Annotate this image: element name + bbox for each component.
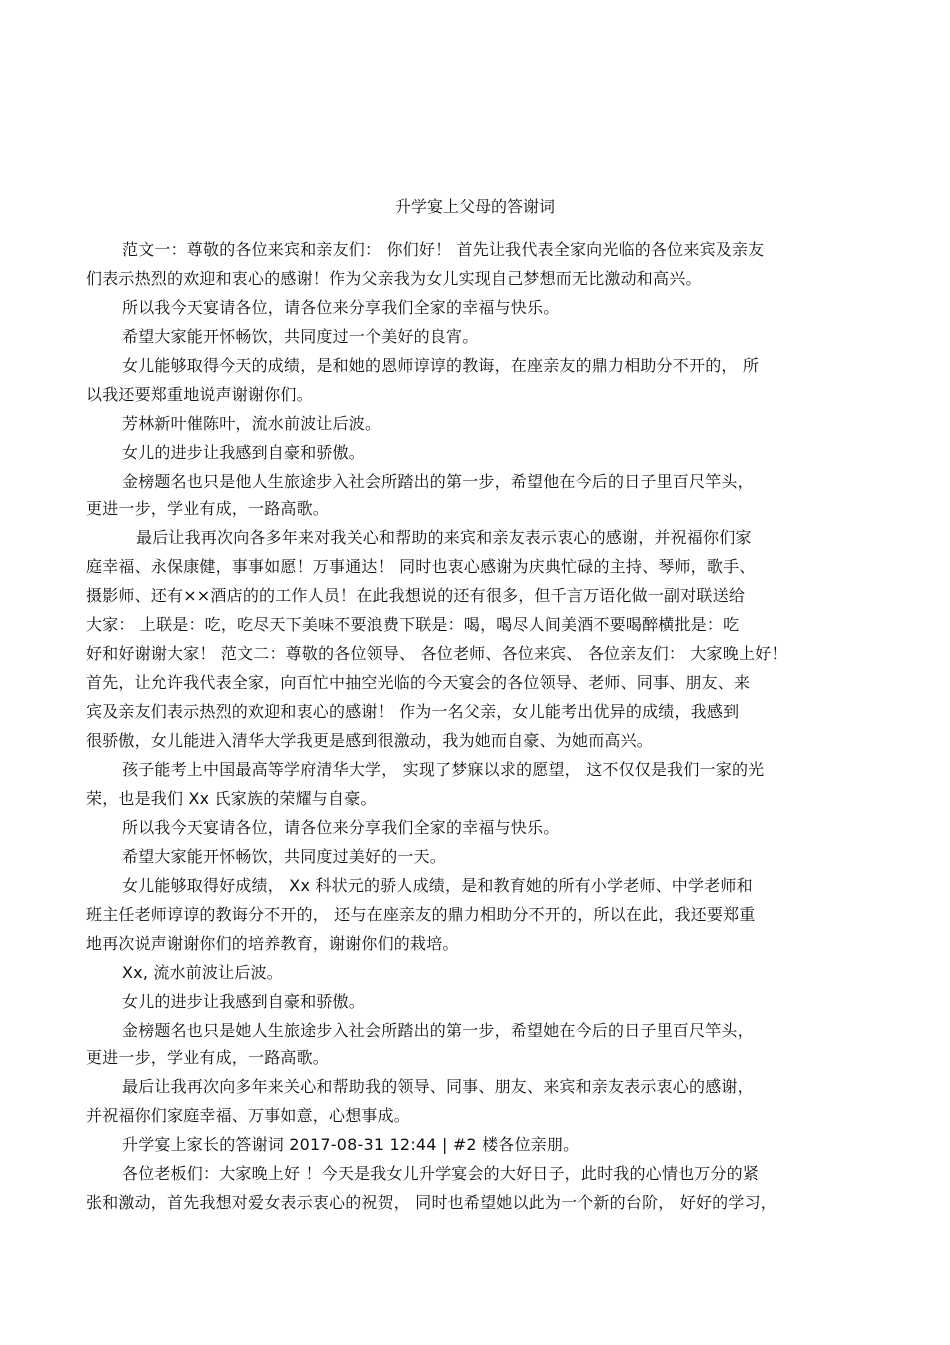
text-line: 很骄傲，女儿能进入清华大学我更是感到很激动，我为她而自豪、为她而高兴。 [86,731,654,750]
text-line: 所以我今天宴请各位，请各位来分享我们全家的幸福与快乐。 [122,298,560,317]
text-line: 希望大家能开怀畅饮，共同度过一个美好的良宵。 [122,327,479,346]
text-line: 金榜题名也只是他人生旅途步入社会所踏出的第一步，希望他在今后的日子里百尺竿头， [122,472,754,491]
text-line: 更进一步，学业有成，一路高歌。 [86,499,330,518]
text-line: 金榜题名也只是她人生旅途步入社会所踏出的第一步，希望她在今后的日子里百尺竿头， [122,1021,754,1040]
text-line: 女儿的进步让我感到自豪和骄傲。 [122,443,366,462]
document-title: 升学宴上父母的答谢词 [394,197,555,216]
text-line: 所以我今天宴请各位，请各位来分享我们全家的幸福与快乐。 [122,818,560,837]
text-line: 最后让我再次向多年来关心和帮助我的领导、同事、朋友、来宾和亲友表示衷心的感谢， [122,1077,754,1096]
text-line: 并祝福你们家庭幸福、万事如意，心想事成。 [86,1106,411,1125]
text-line: 女儿的进步让我感到自豪和骄傲。 [122,992,366,1011]
text-line: 以我还要郑重地说声谢谢你们。 [86,385,313,404]
text-line: 摄影师、还有××酒店的的工作人员！在此我想说的还有很多，但千言万语化做一副对联送给 [86,586,746,605]
text-line: 庭幸福、永保康健，事事如愿！万事通达！ 同时也衷心感谢为庆典忙碌的主持、琴师，歌手、 [86,557,756,576]
text-line: 升学宴上家长的答谢词 2017-08-31 12:44 | #2 楼各位亲朋。 [122,1135,580,1154]
text-line: 班主任老师谆谆的教诲分不开的， 还与在座亲友的鼎力相助分不开的，所以在此，我还要郑重 [86,905,756,924]
text-line: 范文一：尊敬的各位来宾和亲友们： 你们好！ 首先让我代表全家向光临的各位来宾及亲友 [122,240,765,259]
text-line: 孩子能考上中国最高等学府清华大学， 实现了梦寐以求的愿望， 这不仅仅是我们一家的光 [122,760,765,779]
text-line: 女儿能够取得今天的成绩，是和她的恩师谆谆的教诲，在座亲友的鼎力相助分不开的， 所 [122,356,760,375]
text-line: 希望大家能开怀畅饮，共同度过美好的一天。 [122,847,447,866]
text-line: Xx, 流水前波让后波。 [122,963,284,982]
text-line: 首先，让允许我代表全家，向百忙中抽空光临的今天宴会的各位领导、老师、同事、朋友、来 [86,673,751,692]
text-line: 更进一步，学业有成，一路高歌。 [86,1048,330,1067]
text-line: 最后让我再次向各多年来对我关心和帮助的来宾和亲友表示衷心的感谢，并祝福你们家 [136,528,752,547]
text-line: 地再次说声谢谢你们的培养教育，谢谢你们的栽培。 [86,934,459,953]
text-line: 女儿能够取得好成绩， Xx 科状元的骄人成绩，是和教育她的所有小学老师、中学老师和 [122,876,753,895]
text-line: 张和激动，首先我想对爱女表示衷心的祝贺， 同时也希望她以此为一个新的台阶， 好好的学习， [86,1193,777,1212]
text-line: 荣，也是我们 Xx 氏家族的荣耀与自豪。 [86,789,377,808]
text-line: 芳林新叶催陈叶，流水前波让后波。 [122,414,382,433]
text-line: 各位老板们：大家晚上好 ！今天是我女儿升学宴会的大好日子，此时我的心情也万分的紧 [122,1164,760,1183]
text-line: 们表示热烈的欢迎和衷心的感谢！作为父亲我为女儿实现自己梦想而无比激动和高兴。 [86,269,702,288]
text-line: 好和好谢谢大家！ 范文二：尊敬的各位领导、 各位老师、各位来宾、 各位亲友们： 大家晚上好！ [86,644,788,663]
text-line: 大家： 上联是：吃，吃尽天下美味不要浪费下联是：喝，喝尽人间美酒不要喝醉横批是：吃 [86,615,740,634]
text-line: 宾及亲友们表示热烈的欢迎和衷心的感谢！ 作为一名父亲，女儿能考出优异的成绩，我感到 [86,702,740,721]
